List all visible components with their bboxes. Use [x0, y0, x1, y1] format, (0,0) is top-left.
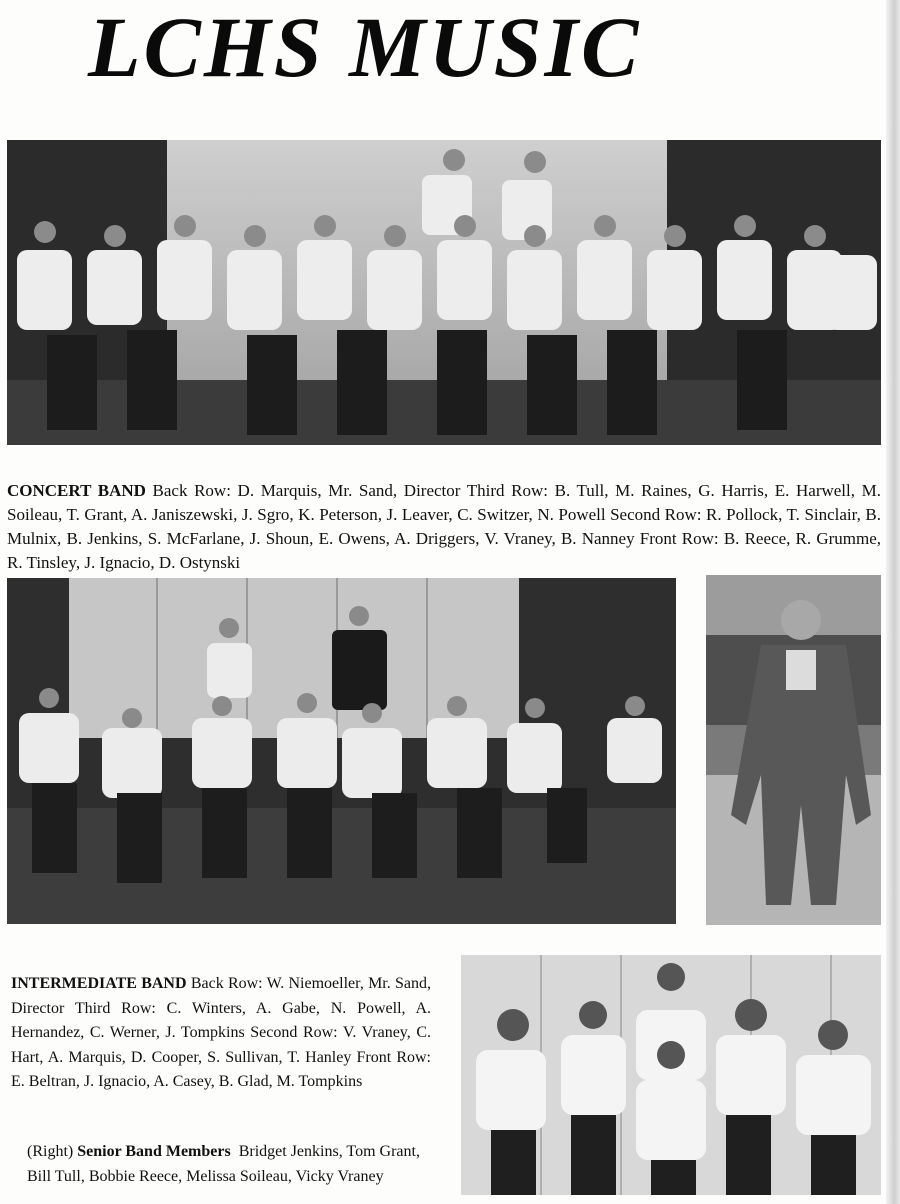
intermediate-band-heading: INTERMEDIATE BAND [11, 975, 187, 992]
concert-band-caption [7, 479, 881, 575]
senior-members-caption [27, 1140, 437, 1189]
intermediate-band-photo [7, 578, 676, 924]
concert-band-heading: CONCERT BAND [7, 481, 146, 500]
intermediate-band-names: Back Row: W. Niemoeller, Mr. Sand, Director Third Row: C. Winters, A. Gabe, N. Powell, A. Hernandez, C. Werner, J. Tompkins Second Row: V. Vraney, C. Hart, A. Marquis, D. Cooper, S. Sullivan, T. Hanley Front Row: E. Beltran, J. Ignacio, A. Casey, B. Glad, M. Tompkins [11, 975, 432, 1090]
concert-band-names: Back Row: D. Marquis, Mr. Sand, Director Third Row: B. Tull, M. Raines, G. Harris, E. Harwell, M. Soileau, T. Grant, A. Janiszewski, J. Sgro, K. Peterson, J. Leaver, C. Switzer, N. Powell Second Row: R. Pollock, T. Sinclair, B. Mulnix, B. Jenkins, S. McFarlane, J. Shoun, E. Owens, A. Driggers, V. Vraney, B. Nanney Front Row: B. Reece, R. Grumme, R. Tinsley, J. Ignacio, D. Ostynski [7, 481, 881, 572]
page-title: LCHS MUSIC [88, 0, 642, 95]
page-binding-edge [886, 0, 900, 1204]
director-candid-photo [706, 575, 881, 925]
concert-band-photo [7, 140, 881, 445]
senior-members-prefix: (Right) [27, 1143, 74, 1160]
senior-members-photo [461, 955, 881, 1195]
intermediate-band-caption [11, 972, 431, 1095]
senior-members-heading: Senior Band Members [77, 1143, 231, 1160]
senior-members-names: Bridget Jenkins, Tom Grant, Bill Tull, Bobbie Reece, Melissa Soileau, Vicky Vraney [27, 1143, 420, 1185]
